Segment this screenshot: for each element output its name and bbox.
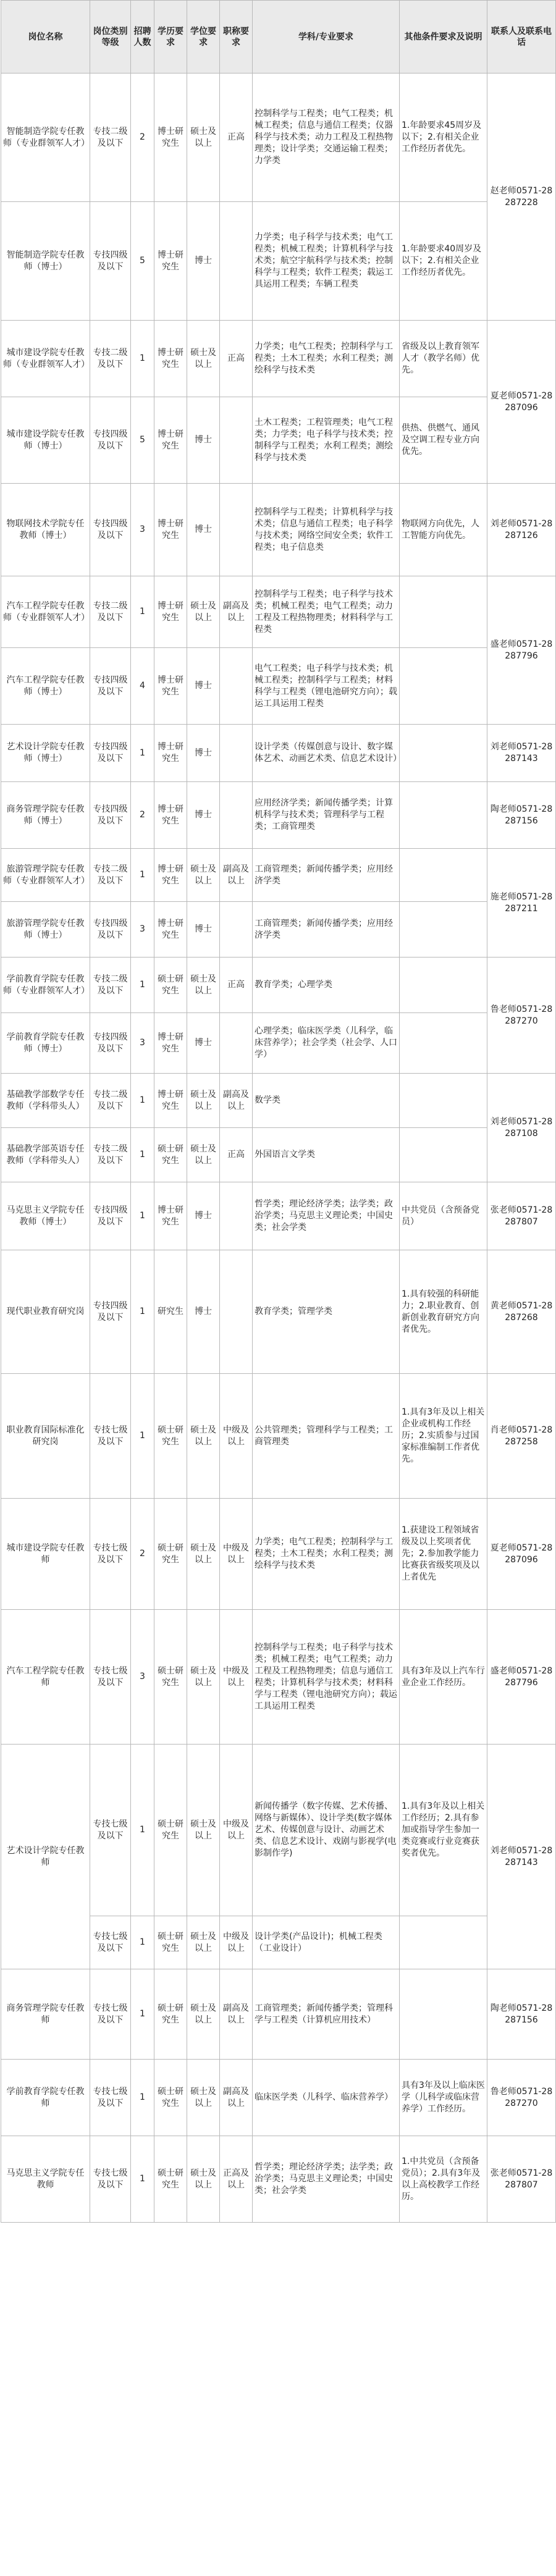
table-row	[1, 484, 556, 576]
cell-major: 外国语言文学类	[253, 1128, 400, 1182]
cell-degree: 硕士及以上	[187, 1916, 220, 1969]
cell-hire-count: 1	[131, 1074, 154, 1128]
cell-professional-title: 中级及以上	[220, 1745, 253, 1916]
cell-professional-title: 中级及以上	[220, 1499, 253, 1610]
cell-position-name: 旅游管理学院专任教师（博士）	[1, 902, 90, 958]
cell-hire-count: 3	[131, 1013, 154, 1074]
cell-major: 电气工程类；电子科学与技术类；机械工程类；控制科学与工程类；材料科学与工程类（锂电池研究方向）；载运工具运用工程类	[253, 648, 400, 725]
cell-position-name: 基础教学部英语专任教师（学科带头人）	[1, 1128, 90, 1182]
table-row	[1, 782, 556, 849]
cell-contact: 张老师0571-28287807	[487, 2136, 556, 2223]
cell-position-name: 汽车工程学院专任教师	[1, 1610, 90, 1745]
cell-degree: 博士	[187, 1013, 220, 1074]
cell-other-requirements	[400, 958, 487, 1013]
cell-major: 应用经济学类；新闻传播学类；计算机科学与技术类；管理科学与工程类；工商管理类	[253, 782, 400, 849]
cell-contact: 刘老师0571-28287143	[487, 725, 556, 782]
cell-contact: 施老师0571-28287211	[487, 849, 556, 958]
cell-position-name: 智能制造学院专任教师（博士）	[1, 202, 90, 321]
table-row	[1, 74, 556, 202]
cell-contact: 张老师0571-28287807	[487, 1182, 556, 1250]
cell-professional-title: 副高及以上	[220, 2060, 253, 2136]
cell-position-name: 艺术设计学院专任教师	[1, 1745, 90, 1969]
cell-professional-title	[220, 902, 253, 958]
header-major: 学科/专业要求	[253, 1, 400, 74]
cell-category-level: 专技七级及以下	[90, 1374, 131, 1499]
cell-professional-title	[220, 648, 253, 725]
header-other-requirements: 其他条件要求及说明	[400, 1, 487, 74]
cell-contact: 陶老师0571-28287156	[487, 1969, 556, 2060]
cell-hire-count: 2	[131, 782, 154, 849]
cell-degree: 博士	[187, 902, 220, 958]
cell-major: 力学类；电子科学与技术类；电气工程类；机械工程类；计算机科学与技术类；航空宇航科学与技术类；控制科学与工程类；软件工程类；载运工具运用工程类；车辆工程类	[253, 202, 400, 321]
cell-degree: 硕士及以上	[187, 1610, 220, 1745]
cell-contact: 盛老师0571-28287796	[487, 1610, 556, 1745]
cell-category-level: 专技七级及以下	[90, 2136, 131, 2223]
header-category-level: 岗位类别等级	[90, 1, 131, 74]
cell-position-name: 学前教育学院专任教师（博士）	[1, 1013, 90, 1074]
cell-major: 临床医学类（儿科学、临床营养学）	[253, 2060, 400, 2136]
cell-major: 设计学类（传媒创意与设计、数字媒体艺术、动画艺术类、信息艺术设计）	[253, 725, 400, 782]
cell-category-level: 专技七级及以下	[90, 1610, 131, 1745]
cell-education: 硕士研究生	[154, 1610, 187, 1745]
cell-other-requirements: 具有3年及以上临床医学（儿科学或临床营养学）工作经历。	[400, 2060, 487, 2136]
cell-degree: 硕士及以上	[187, 958, 220, 1013]
table-row	[1, 397, 556, 484]
cell-major: 工商管理类；新闻传播学类；应用经济学类	[253, 902, 400, 958]
header-hire-count: 招聘人数	[131, 1, 154, 74]
cell-education: 博士研究生	[154, 782, 187, 849]
cell-professional-title: 副高及以上	[220, 1074, 253, 1128]
table-row	[1, 1969, 556, 2060]
cell-degree: 博士	[187, 782, 220, 849]
cell-education: 硕士研究生	[154, 1745, 187, 1916]
recruitment-table	[1, 0, 556, 2223]
cell-professional-title	[220, 1250, 253, 1374]
cell-position-name: 基础教学部数学专任教师（学科带头人）	[1, 1074, 90, 1128]
cell-contact: 肖老师0571-28287258	[487, 1374, 556, 1499]
cell-other-requirements	[400, 1969, 487, 2060]
table-row	[1, 902, 556, 958]
table-row	[1, 725, 556, 782]
cell-contact: 夏老师0571-28287096	[487, 1499, 556, 1610]
cell-position-name: 商务管理学院专任教师（博士）	[1, 782, 90, 849]
cell-hire-count: 1	[131, 1916, 154, 1969]
cell-position-name: 智能制造学院专任教师（专业群领军人才）	[1, 74, 90, 202]
cell-contact: 鲁老师0571-28287270	[487, 958, 556, 1074]
cell-education: 硕士研究生	[154, 1374, 187, 1499]
cell-education: 博士研究生	[154, 321, 187, 397]
cell-education: 硕士研究生	[154, 1916, 187, 1969]
cell-contact: 刘老师0571-28287126	[487, 484, 556, 576]
cell-category-level: 专技四级及以下	[90, 484, 131, 576]
cell-position-name: 商务管理学院专任教师	[1, 1969, 90, 2060]
cell-position-name: 城市建设学院专任教师（专业群领军人才）	[1, 321, 90, 397]
cell-hire-count: 3	[131, 484, 154, 576]
cell-position-name: 汽车工程学院专任教师（博士）	[1, 648, 90, 725]
cell-position-name: 旅游管理学院专任教师（专业群领军人才）	[1, 849, 90, 902]
cell-position-name: 马克思主义学院专任教师	[1, 2136, 90, 2223]
cell-professional-title: 正高及以上	[220, 2136, 253, 2223]
table-row	[1, 1610, 556, 1745]
cell-position-name: 职业教育国际标准化研究岗	[1, 1374, 90, 1499]
cell-other-requirements: 物联网方向优先，人工智能方向优先。	[400, 484, 487, 576]
table-row	[1, 2060, 556, 2136]
cell-hire-count: 1	[131, 1374, 154, 1499]
cell-other-requirements: 具有3年及以上汽车行业企业工作经历。	[400, 1610, 487, 1745]
cell-major: 力学类；电气工程类；控制科学与工程类；土木工程类；水利工程类；测绘科学与技术类	[253, 1499, 400, 1610]
table-row	[1, 1182, 556, 1250]
cell-professional-title: 副高及以上	[220, 849, 253, 902]
cell-professional-title	[220, 782, 253, 849]
cell-degree: 硕士及以上	[187, 2060, 220, 2136]
cell-category-level: 专技七级及以下	[90, 1745, 131, 1916]
cell-education: 博士研究生	[154, 1013, 187, 1074]
cell-hire-count: 1	[131, 321, 154, 397]
header-professional-title: 职称要求	[220, 1, 253, 74]
table-row	[1, 202, 556, 321]
cell-degree: 硕士及以上	[187, 1074, 220, 1128]
cell-education: 博士研究生	[154, 576, 187, 648]
cell-education: 博士研究生	[154, 397, 187, 484]
cell-other-requirements	[400, 725, 487, 782]
cell-position-name: 城市建设学院专任教师（博士）	[1, 397, 90, 484]
cell-education: 硕士研究生	[154, 2136, 187, 2223]
cell-hire-count: 1	[131, 1745, 154, 1916]
cell-category-level: 专技七级及以下	[90, 1499, 131, 1610]
cell-major: 数学类	[253, 1074, 400, 1128]
cell-hire-count: 1	[131, 849, 154, 902]
cell-category-level: 专技四级及以下	[90, 1013, 131, 1074]
cell-category-level: 专技七级及以下	[90, 1916, 131, 1969]
cell-contact: 赵老师0571-28287228	[487, 74, 556, 321]
cell-other-requirements	[400, 648, 487, 725]
table-row	[1, 1374, 556, 1499]
cell-other-requirements: 1.获建设工程领域省级及以上奖项者优先；2.参加教学能力比赛获省级奖项及以上者优先	[400, 1499, 487, 1610]
cell-position-name: 学前教育学院专任教师（专业群领军人才）	[1, 958, 90, 1013]
cell-degree: 硕士及以上	[187, 1745, 220, 1916]
cell-major: 控制科学与工程类；电气工程类；机械工程类；信息与通信工程类；仪器科学与技术类；动力工程及工程热物理类；设计学类；交通运输工程类；力学类	[253, 74, 400, 202]
cell-hire-count: 1	[131, 1250, 154, 1374]
table-body	[1, 74, 556, 2223]
cell-education: 博士研究生	[154, 849, 187, 902]
table-row	[1, 1250, 556, 1374]
cell-degree: 硕士及以上	[187, 576, 220, 648]
table-row	[1, 2136, 556, 2223]
cell-education: 博士研究生	[154, 74, 187, 202]
cell-professional-title: 正高	[220, 958, 253, 1013]
cell-contact: 刘老师0571-28287143	[487, 1745, 556, 1969]
cell-category-level: 专技二级及以下	[90, 576, 131, 648]
cell-degree: 博士	[187, 1250, 220, 1374]
cell-education: 硕士研究生	[154, 1499, 187, 1610]
cell-education: 博士研究生	[154, 902, 187, 958]
cell-degree: 硕士及以上	[187, 1374, 220, 1499]
cell-position-name: 现代职业教育研究岗	[1, 1250, 90, 1374]
cell-professional-title: 正高	[220, 321, 253, 397]
cell-category-level: 专技二级及以下	[90, 958, 131, 1013]
cell-hire-count: 1	[131, 1969, 154, 2060]
cell-other-requirements: 1.年龄要求40周岁及以下；2.有相关企业工作经历者优先。	[400, 202, 487, 321]
cell-contact: 刘老师0571-28287108	[487, 1074, 556, 1182]
cell-education: 硕士研究生	[154, 958, 187, 1013]
cell-category-level: 专技四级及以下	[90, 902, 131, 958]
cell-category-level: 专技四级及以下	[90, 202, 131, 321]
cell-education: 博士研究生	[154, 484, 187, 576]
cell-major: 教育学类；心理学类	[253, 958, 400, 1013]
header-education: 学历要求	[154, 1, 187, 74]
cell-education: 博士研究生	[154, 1182, 187, 1250]
cell-education: 硕士研究生	[154, 2060, 187, 2136]
cell-hire-count: 1	[131, 725, 154, 782]
cell-hire-count: 2	[131, 1499, 154, 1610]
cell-hire-count: 1	[131, 1182, 154, 1250]
cell-professional-title: 正高	[220, 1128, 253, 1182]
cell-professional-title: 中级及以上	[220, 1916, 253, 1969]
cell-degree: 硕士及以上	[187, 74, 220, 202]
cell-other-requirements: 供热、供燃气、通风及空调工程专业方向优先。	[400, 397, 487, 484]
cell-major: 心理学类；临床医学类（儿科学，临床营养学）；社会学类（社会学、人口学）	[253, 1013, 400, 1074]
cell-hire-count: 1	[131, 2136, 154, 2223]
cell-major: 控制科学与工程类；电子科学与技术类；机械工程类；电气工程类；动力工程及工程热物理类；信息与通信工程类；计算机科学与技术类；材料科学与工程类（锂电池研究方向）；载运工具运用工程类	[253, 1610, 400, 1745]
cell-position-name: 汽车工程学院专任教师（专业群领军人才）	[1, 576, 90, 648]
cell-education: 硕士研究生	[154, 1969, 187, 2060]
cell-other-requirements: 1.具有3年及以上相关企业或机构工作经历；2.实质参与过国家标准编制工作者优先。	[400, 1374, 487, 1499]
cell-major: 哲学类；理论经济学类；法学类；政治学类；马克思主义理论类；中国史类；社会学类	[253, 1182, 400, 1250]
cell-position-name: 学前教育学院专任教师	[1, 2060, 90, 2136]
cell-category-level: 专技二级及以下	[90, 1128, 131, 1182]
cell-hire-count: 4	[131, 648, 154, 725]
cell-category-level: 专技二级及以下	[90, 849, 131, 902]
cell-hire-count: 2	[131, 74, 154, 202]
table-header-row	[1, 1, 556, 74]
header-degree: 学位要求	[187, 1, 220, 74]
table-row	[1, 1013, 556, 1074]
cell-other-requirements	[400, 902, 487, 958]
cell-other-requirements: 1.年龄要求45周岁及以下；2.有相关企业工作经历者优先。	[400, 74, 487, 202]
cell-degree: 硕士及以上	[187, 849, 220, 902]
table-row	[1, 576, 556, 648]
cell-major: 控制科学与工程类；电子科学与技术类；机械工程类；电气工程类；动力工程及工程热物理类；材料科学与工程类	[253, 576, 400, 648]
cell-degree: 硕士及以上	[187, 321, 220, 397]
cell-degree: 博士	[187, 202, 220, 321]
cell-professional-title	[220, 1182, 253, 1250]
cell-major: 哲学类；理论经济学类；法学类；政治学类；马克思主义理论类；中国史类；社会学类	[253, 2136, 400, 2223]
cell-category-level: 专技四级及以下	[90, 725, 131, 782]
cell-category-level: 专技二级及以下	[90, 1074, 131, 1128]
cell-position-name: 物联网技术学院专任教师（博士）	[1, 484, 90, 576]
table-row	[1, 648, 556, 725]
cell-hire-count: 1	[131, 2060, 154, 2136]
cell-position-name: 城市建设学院专任教师	[1, 1499, 90, 1610]
cell-other-requirements: 1.具有3年及以上相关工作经历；2.具有参加或指导学生参加一类竞赛或行业竞赛获奖者优先。	[400, 1745, 487, 1916]
table-row	[1, 958, 556, 1013]
cell-major: 力学类；电气工程类；控制科学与工程类；土木工程类；水利工程类；测绘科学与技术类	[253, 321, 400, 397]
cell-contact: 黄老师0571-28287268	[487, 1250, 556, 1374]
cell-education: 硕士研究生	[154, 1128, 187, 1182]
cell-degree: 硕士及以上	[187, 1499, 220, 1610]
cell-professional-title: 正高	[220, 74, 253, 202]
cell-degree: 硕士及以上	[187, 2136, 220, 2223]
cell-professional-title: 中级及以上	[220, 1610, 253, 1745]
cell-hire-count: 1	[131, 958, 154, 1013]
cell-education: 研究生	[154, 1250, 187, 1374]
cell-other-requirements	[400, 1013, 487, 1074]
cell-other-requirements: 1.具有较强的科研能力；2.职业教育、创新创业教育研究方向者优先。	[400, 1250, 487, 1374]
cell-professional-title: 中级及以上	[220, 1374, 253, 1499]
cell-education: 博士研究生	[154, 725, 187, 782]
cell-other-requirements	[400, 1128, 487, 1182]
table-row	[1, 1128, 556, 1182]
cell-hire-count: 3	[131, 902, 154, 958]
cell-degree: 博士	[187, 1182, 220, 1250]
cell-degree: 硕士及以上	[187, 1969, 220, 2060]
cell-position-name: 马克思主义学院专任教师（博士）	[1, 1182, 90, 1250]
header-contact: 联系人及联系电话	[487, 1, 556, 74]
cell-professional-title: 副高及以上	[220, 576, 253, 648]
cell-hire-count: 1	[131, 576, 154, 648]
cell-contact: 夏老师0571-28287096	[487, 321, 556, 484]
cell-other-requirements	[400, 1074, 487, 1128]
cell-other-requirements: 省级及以上教育领军人才（教学名师）优先。	[400, 321, 487, 397]
cell-category-level: 专技四级及以下	[90, 782, 131, 849]
cell-education: 博士研究生	[154, 1074, 187, 1128]
cell-category-level: 专技四级及以下	[90, 1182, 131, 1250]
cell-other-requirements	[400, 849, 487, 902]
cell-category-level: 专技四级及以下	[90, 397, 131, 484]
cell-category-level: 专技二级及以下	[90, 74, 131, 202]
cell-professional-title: 副高及以上	[220, 1969, 253, 2060]
cell-category-level: 专技七级及以下	[90, 2060, 131, 2136]
cell-other-requirements	[400, 782, 487, 849]
cell-category-level: 专技七级及以下	[90, 1969, 131, 2060]
cell-professional-title	[220, 484, 253, 576]
cell-contact: 鲁老师0571-28287270	[487, 2060, 556, 2136]
cell-degree: 博士	[187, 725, 220, 782]
table-row	[1, 1074, 556, 1128]
cell-major: 教育学类；管理学类	[253, 1250, 400, 1374]
table-row	[1, 849, 556, 902]
cell-degree: 硕士及以上	[187, 1128, 220, 1182]
cell-major: 工商管理类；新闻传播学类；应用经济学类	[253, 849, 400, 902]
cell-degree: 博士	[187, 397, 220, 484]
cell-professional-title	[220, 725, 253, 782]
cell-other-requirements: 中共党员（含预备党员）	[400, 1182, 487, 1250]
cell-category-level: 专技二级及以下	[90, 321, 131, 397]
cell-degree: 博士	[187, 484, 220, 576]
cell-major: 公共管理类；管理科学与工程类；工商管理类	[253, 1374, 400, 1499]
cell-contact: 盛老师0571-28287796	[487, 576, 556, 725]
cell-degree: 博士	[187, 648, 220, 725]
cell-other-requirements	[400, 576, 487, 648]
cell-other-requirements	[400, 1916, 487, 1969]
cell-major: 工商管理类；新闻传播学类；管理科学与工程类（计算机应用技术）	[253, 1969, 400, 2060]
cell-professional-title	[220, 202, 253, 321]
cell-major: 控制科学与工程类；计算机科学与技术类；信息与通信工程类；电子科学与技术类；网络空间安全类；软件工程类；电子信息类	[253, 484, 400, 576]
cell-category-level: 专技四级及以下	[90, 648, 131, 725]
table-row	[1, 1745, 556, 1916]
table-row	[1, 321, 556, 397]
header-position-name: 岗位名称	[1, 1, 90, 74]
cell-hire-count: 5	[131, 397, 154, 484]
cell-other-requirements: 1.中共党员（含预备党员）；2.具有3年及以上高校教学工作经历。	[400, 2136, 487, 2223]
table-row	[1, 1499, 556, 1610]
cell-hire-count: 1	[131, 1128, 154, 1182]
cell-major: 设计学类(产品设计)；机械工程类（工业设计）	[253, 1916, 400, 1969]
cell-contact: 陶老师0571-28287156	[487, 782, 556, 849]
cell-professional-title	[220, 1013, 253, 1074]
cell-education: 博士研究生	[154, 202, 187, 321]
cell-professional-title	[220, 397, 253, 484]
cell-education: 博士研究生	[154, 648, 187, 725]
cell-hire-count: 5	[131, 202, 154, 321]
cell-category-level: 专技四级及以下	[90, 1250, 131, 1374]
cell-major: 新闻传播学（数字传媒、艺术传播、网络与新媒体）、设计学类(数字媒体艺术、传媒创意与设计、动画艺术类、信息艺术设计、戏剧与影视学(电影制作学)	[253, 1745, 400, 1916]
cell-position-name: 艺术设计学院专任教师（博士）	[1, 725, 90, 782]
cell-major: 土木工程类；工程管理类；电气工程类；力学类；电子科学与技术类；控制科学与工程类；水利工程类；测绘科学与技术类	[253, 397, 400, 484]
cell-hire-count: 3	[131, 1610, 154, 1745]
